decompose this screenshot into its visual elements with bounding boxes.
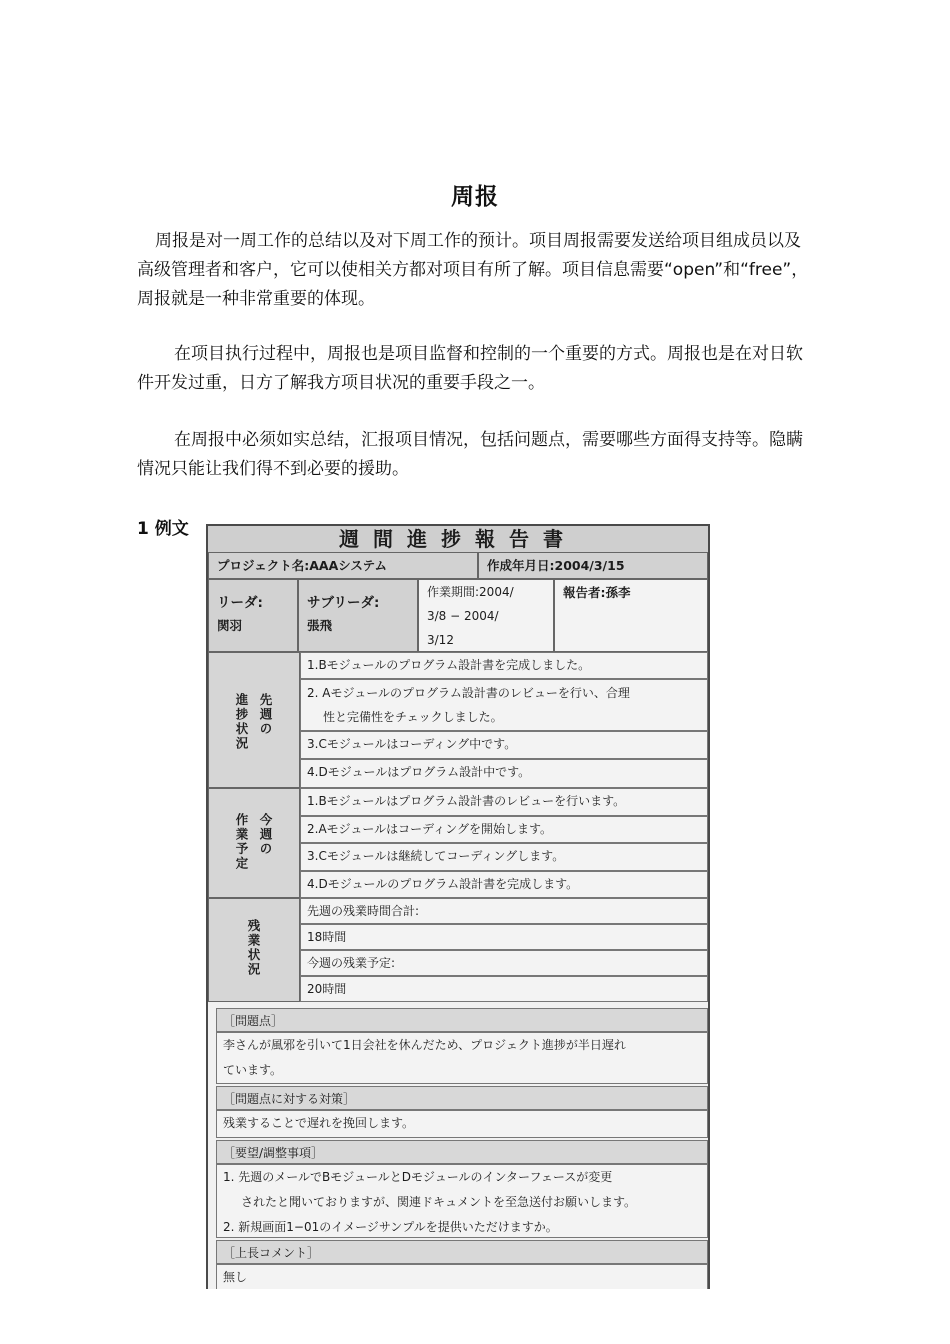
paragraph-honesty: 在周报中必须如实总结，汇报项目情况，包括问题点，需要哪些方面得支持等。隐瞒情况只能让我们得不到必要的援助。 xyxy=(137,430,803,479)
measures-head: ［問題点に対する対策］ xyxy=(216,1086,708,1110)
overtime-item-4: 20時間 xyxy=(300,976,708,1002)
issues-head: ［問題点］ xyxy=(216,1008,708,1032)
progress-item-2-line-2: 性と完備性をチェックしました。 xyxy=(323,710,503,724)
created-date: 作成年月日:2004/3/15 xyxy=(478,552,708,579)
plan-label-a: 今週の xyxy=(258,813,273,857)
paragraph-monitoring: 在项目执行过程中，周报也是项目监督和控制的一个重要的方式。周报也是在对日软件开发过重，日方了解我方项目状况的重要手段之一。 xyxy=(137,344,803,393)
progress-item-1: 1.Bモジュールのプログラム設計書を完成しました。 xyxy=(300,652,708,679)
project-name: プロジェクト名:AAAシステム xyxy=(208,552,478,579)
overtime-label-cell xyxy=(208,898,300,1002)
issues-line-1: 李さんが風邪を引いて1日会社を休んだため、プロジェクト進捗が半日遅れ xyxy=(223,1038,626,1052)
overtime-item-3: 今週の残業予定: xyxy=(300,950,708,976)
progress-item-3: 3.Cモジュールはコーディング中です。 xyxy=(300,731,708,759)
measures-body: 残業することで遅れを挽回します。 xyxy=(216,1110,708,1138)
work-period-2: 3/8 − 2004/ xyxy=(427,609,499,623)
requests-head: ［要望/調整事項］ xyxy=(216,1140,708,1164)
overtime-item-2: 18時間 xyxy=(300,924,708,950)
plan-item-3: 3.Cモジュールは継続してコーディングします。 xyxy=(300,843,708,871)
plan-label-cell xyxy=(208,788,300,898)
example-label: 1 例文 xyxy=(137,519,189,539)
requests-body xyxy=(216,1164,708,1238)
overtime-label: 残業状況 xyxy=(246,919,261,977)
sub-leader-name: 張飛 xyxy=(307,618,333,633)
work-period-cell xyxy=(418,579,554,652)
sub-leader-label: サブリーダ: xyxy=(307,595,380,611)
requests-line-1b: されたと聞いておりますが、関連ドキュメントを至急送付お願いします。 xyxy=(241,1195,637,1209)
progress-label-cell xyxy=(208,652,300,788)
work-period-1: 作業期間:2004/ xyxy=(427,585,514,599)
plan-item-4: 4.Dモジュールのプログラム設計書を完成します。 xyxy=(300,871,708,898)
requests-line-2: 2. 新規画面1−01のイメージサンプルを提供いただけますか。 xyxy=(223,1220,558,1234)
reporter: 報告者:孫李 xyxy=(554,579,708,652)
plan-label-b: 作業予定 xyxy=(234,813,249,871)
paragraph-intro: 周报是对一周工作的总结以及对下周工作的预计。项目周报需要发送给项目组成员以及高级管理者和客户，它可以使相关方都对项目有所了解。项目信息需要“open”和“free”，周报就是一种非常重要的体现。 xyxy=(137,231,809,309)
sub-leader-cell xyxy=(298,579,418,652)
progress-label-a: 先週の xyxy=(258,693,273,737)
overtime-item-1: 先週の残業時間合計: xyxy=(300,898,708,924)
plan-item-2: 2.Aモジュールはコーディングを開始します。 xyxy=(300,816,708,843)
leader-cell xyxy=(208,579,298,652)
progress-item-2 xyxy=(300,679,708,731)
comment-body: 無し xyxy=(216,1264,708,1289)
requests-line-1: 1. 先週のメールでBモジュールとDモジュールのインターフェースが変更 xyxy=(223,1170,613,1184)
leader-label: リーダ: xyxy=(217,595,263,611)
report-header: 週間進捗報告書 xyxy=(208,526,708,553)
page-title: 周报 xyxy=(451,184,499,210)
leader-name: 関羽 xyxy=(217,618,243,633)
progress-item-2-line-1: 2. Aモジュールのプログラム設計書のレビューを行い、合理 xyxy=(307,686,630,700)
work-period-3: 3/12 xyxy=(427,633,454,647)
progress-item-4: 4.Dモジュールはプログラム設計中です。 xyxy=(300,759,708,788)
issues-line-2: ています。 xyxy=(223,1063,283,1077)
progress-label-b: 進捗状況 xyxy=(234,693,249,751)
comment-head: ［上長コメント］ xyxy=(216,1240,708,1264)
issues-body xyxy=(216,1032,708,1084)
weekly-report-scan xyxy=(206,524,710,1289)
plan-item-1: 1.Bモジュールはプログラム設計書のレビューを行います。 xyxy=(300,788,708,816)
